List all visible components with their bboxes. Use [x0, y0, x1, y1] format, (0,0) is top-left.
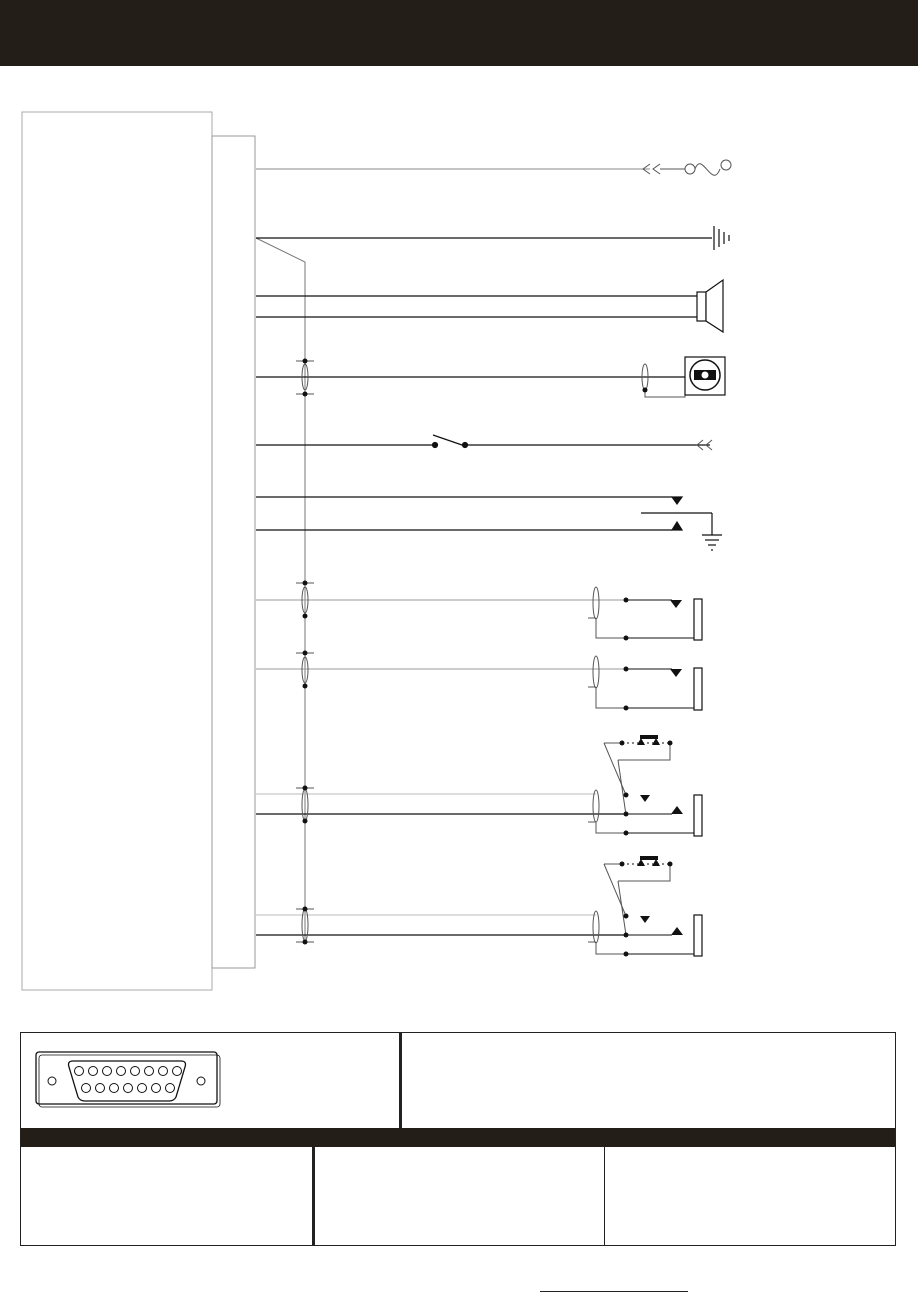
info-column-2 — [312, 1147, 607, 1245]
jack-icon — [694, 668, 702, 710]
shield-trunk — [256, 238, 305, 940]
footer-rule — [540, 1291, 688, 1292]
info-panel — [20, 1032, 896, 1246]
jack-with-switch-icon — [604, 735, 702, 836]
antenna-circuit — [256, 226, 729, 250]
shield-pair-right — [642, 364, 685, 397]
info-column-1 — [21, 1147, 312, 1245]
jack-4-circuit — [256, 856, 702, 957]
fuse-icon — [643, 160, 731, 175]
section-bar — [21, 1128, 895, 1147]
terminal-strip — [212, 136, 255, 968]
jack-icon — [694, 599, 702, 640]
speaker-icon — [697, 280, 723, 332]
cd-disc-icon — [685, 357, 725, 395]
info-column-3 — [604, 1147, 896, 1245]
speaker-circuit — [256, 280, 723, 332]
power-circuit — [256, 160, 731, 175]
ground-icon — [702, 513, 722, 550]
unit-box — [22, 112, 212, 990]
jack-1-circuit — [256, 581, 702, 641]
jack-with-switch-icon — [604, 856, 702, 957]
antenna-icon — [714, 226, 729, 250]
switch-icon — [433, 435, 468, 448]
description-cell — [399, 1033, 898, 1128]
db15-connector-icon — [35, 1049, 225, 1109]
jack-2-circuit — [256, 651, 702, 711]
connector-cell — [21, 1033, 399, 1128]
cd-changer-circuit — [256, 357, 725, 397]
ground-circuit — [256, 497, 722, 550]
switched-circuit — [256, 435, 712, 450]
jack-3-circuit — [256, 735, 702, 836]
